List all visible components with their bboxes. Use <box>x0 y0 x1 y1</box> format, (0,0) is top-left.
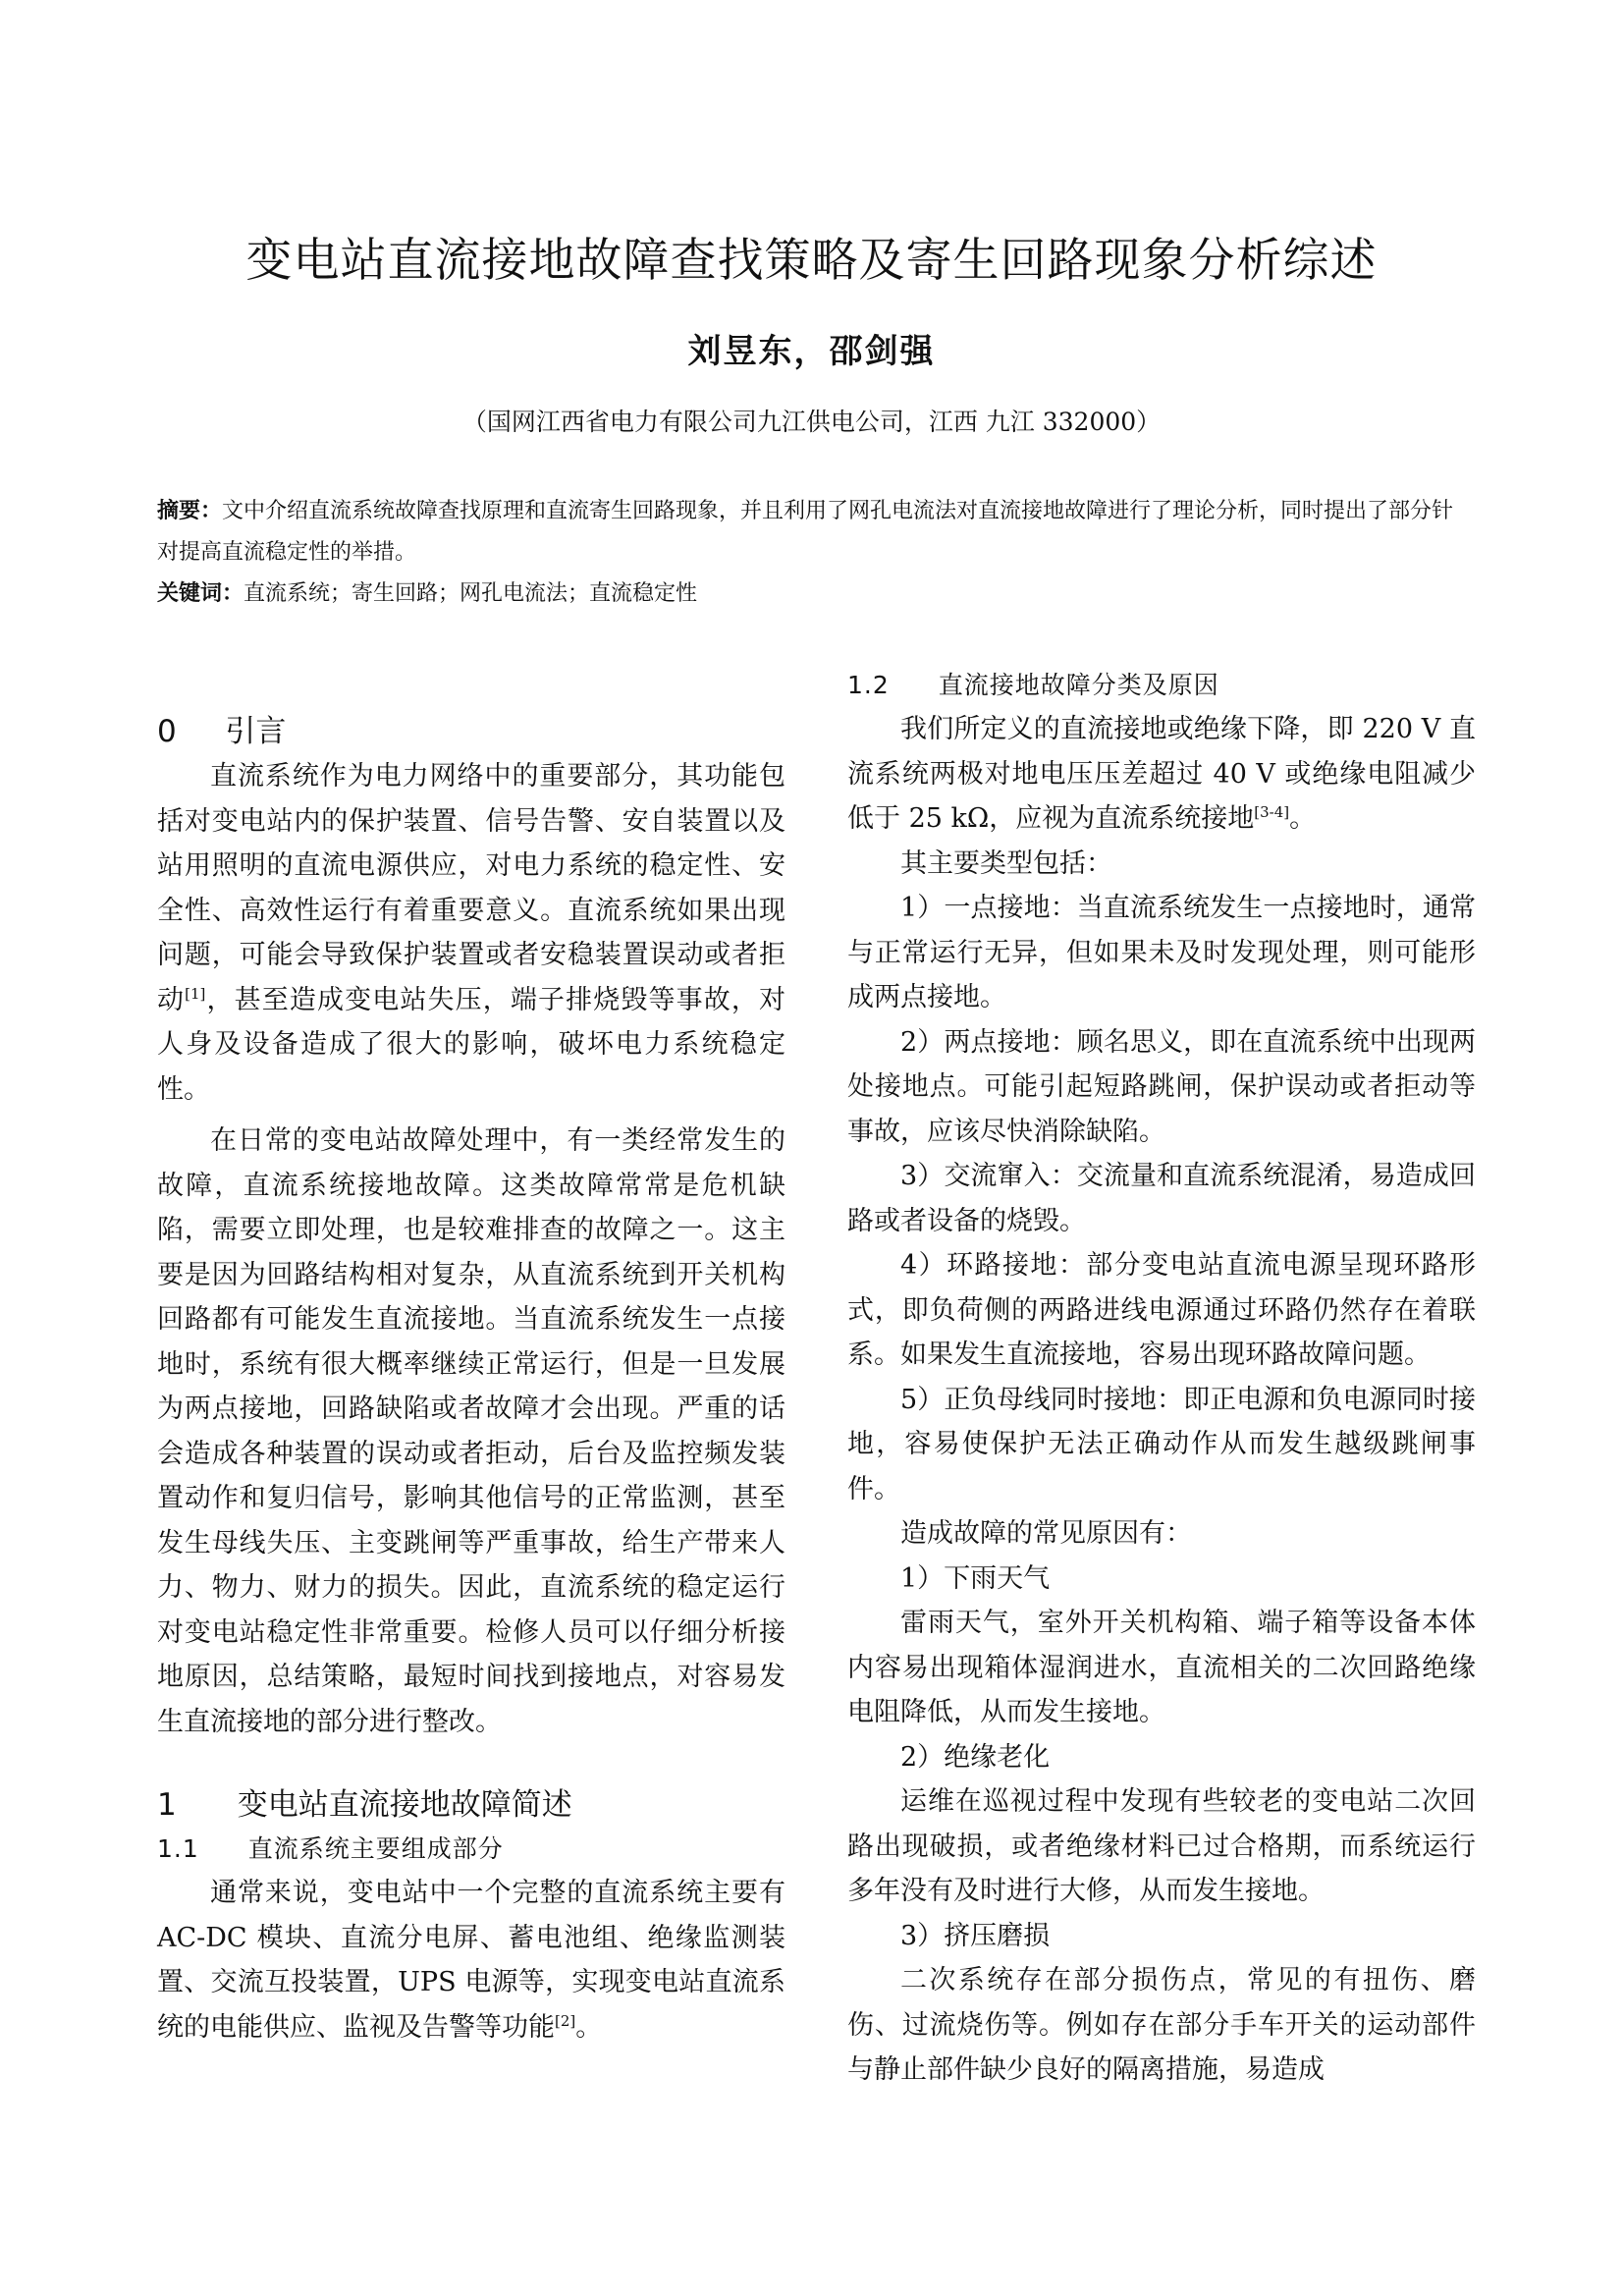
type-1-single-point: 1）一点接地：当直流系统发生一点接地时，通常与正常运行无异，但如果未及时发现处理，则可能形成两点接地。 <box>847 893 1476 1012</box>
intro-paragraph-2: 在日常的变电站故障处理中，有一类经常发生的故障，直流系统接地故障。这类故障常常是危机缺陷，需要立即处理，也是较难排查的故障之一。这主要是因为回路结构相对复杂，从直流系统到开关机构回路都有可能发生直流接地。当直流系统发生一点接地时，系统有很大概率继续正常运行，但是一旦发展为两点接地，回路缺陷或者故障才会出现。严重的话会造成各种装置的误动或者拒动，后台及监控频发装置动作和复归信号，影响其他信号的正常监测，甚至发生母线失压、主变跳闸等严重事故，给生产带来人力、物力、财力的损失。因此，直流系统的稳定运行对变电站稳定性非常重要。检修人员可以仔细分析接地原因，总结策略，最短时间找到接地点，对容易发生直流接地的部分进行整改。 <box>157 1125 785 1737</box>
cause-2-heading: 2）绝缘老化 <box>900 1741 1051 1773</box>
cause-2-paragraph: 运维在巡视过程中发现有些较老的变电站二次回路出现破损，或者绝缘材料已过合格期，而系统运行多年没有及时进行大修，从而发生接地。 <box>847 1786 1476 1906</box>
section-0-heading <box>157 709 785 754</box>
keywords-label: 关键词： <box>157 581 244 606</box>
keywords-paragraph <box>157 574 1473 615</box>
section-1-1-number: 1.1 <box>157 1834 199 1863</box>
type-5-both-bus: 5）正负母线同时接地：即正电源和负电源同时接地，容易使保护无法正确动作从而发生越级跳闸事件。 <box>847 1384 1476 1504</box>
reference-3-4: [3-4] <box>1254 803 1290 821</box>
section-1-1-heading <box>157 1828 785 1871</box>
reference-2: [2] <box>555 2011 576 2030</box>
section-1-2-title: 直流接地故障分类及原因 <box>938 671 1219 699</box>
right-column <box>847 664 1476 2093</box>
cause-1-heading: 1）下雨天气 <box>900 1562 1051 1594</box>
abstract-block <box>157 491 1473 615</box>
def-text-a: 我们所定义的直流接地或绝缘下降，即 220 V 直流系统两极对地电压压差超过 40 V 或绝缘电阻减少低于 25 kΩ，应视为直流系统接地 <box>847 714 1476 834</box>
section-1-1-paragraph <box>157 1871 785 2050</box>
cause-3-heading: 3）挤压磨损 <box>900 1920 1051 1951</box>
type-3-ac-intrusion: 3）交流窜入：交流量和直流系统混淆，易造成回路或者设备的烧毁。 <box>847 1161 1476 1236</box>
abstract-text: 文中介绍直流系统故障查找原理和直流寄生回路现象，并且利用了网孔电流法对直流接地故障进行了理论分析，同时提出了部分针对提高直流稳定性的举措。 <box>157 499 1454 565</box>
cause-3-paragraph: 二次系统存在部分损伤点，常见的有扭伤、磨伤、过流烧伤等。例如存在部分手车开关的运动部件与静止部件缺少良好的隔离措施，易造成 <box>847 1965 1476 2085</box>
cause-1-paragraph: 雷雨天气，室外开关机构箱、端子箱等设备本体内容易出现箱体湿润进水，直流相关的二次回路绝缘电阻降低，从而发生接地。 <box>847 1608 1476 1727</box>
s11-text-b: 。 <box>575 2011 603 2043</box>
abstract-label: 摘要： <box>157 499 223 523</box>
s11-text-a: 通常来说，变电站中一个完整的直流系统主要有 AC-DC 模块、直流分电屏、蓄电池组、绝缘监测装置、交流互投装置，UPS 电源等，实现变电站直流系统的电能供应、监视及告警等功能 <box>157 1878 785 2043</box>
abstract-paragraph <box>157 491 1473 574</box>
left-column <box>157 709 785 2050</box>
section-1-heading <box>157 1782 785 1828</box>
causes-intro: 造成故障的常见原因有： <box>900 1518 1192 1549</box>
type-4-loop-grounding: 4）环路接地：部分变电站直流电源呈现环路形式，即负荷侧的两路进线电源通过环路仍然存在着联系。如果发生直流接地，容易出现环路故障问题。 <box>847 1250 1476 1370</box>
reference-1: [1] <box>185 984 206 1003</box>
author-affiliation: （国网江西省电力有限公司九江供电公司，江西 九江 332000） <box>461 408 1162 436</box>
paper-authors: 刘昱东，邵剑强 <box>687 332 936 371</box>
intro-paragraph-1 <box>157 754 785 1112</box>
section-1-number: 1 <box>157 1787 177 1823</box>
section-1-1-title: 直流系统主要组成部分 <box>247 1834 504 1863</box>
type-2-two-point: 2）两点接地：顾名思义，即在直流系统中出现两处接地点。可能引起短路跳闸，保护误动或者拒动等事故，应该尽快消除缺陷。 <box>847 1026 1476 1147</box>
intro-p1-text-b: ，甚至造成变电站失压，端子排烧毁等事故，对人身及设备造成了很大的影响，破坏电力系统稳定性。 <box>157 984 785 1105</box>
types-intro: 其主要类型包括： <box>900 847 1112 879</box>
definition-paragraph <box>847 707 1476 842</box>
section-0-title: 引言 <box>225 714 287 749</box>
intro-p1-text-a: 直流系统作为电力网络中的重要部分，其功能包括对变电站内的保护装置、信号告警、安自装置以及站用照明的直流电源供应，对电力系统的稳定性、安全性、高效性运行有着重要意义。直流系统如果出现问题，可能会导致保护装置或者安稳装置误动或者拒动 <box>157 761 785 1015</box>
def-text-b: 。 <box>1289 803 1317 834</box>
paper-title: 变电站直流接地故障查找策略及寄生回路现象分析综述 <box>245 234 1378 288</box>
section-1-2-number: 1.2 <box>847 671 890 699</box>
section-1-2-heading <box>847 664 1476 707</box>
section-1-title: 变电站直流接地故障简述 <box>237 1787 572 1823</box>
section-0-number: 0 <box>157 714 177 749</box>
keywords-text: 直流系统；寄生回路；网孔电流法；直流稳定性 <box>243 581 698 606</box>
